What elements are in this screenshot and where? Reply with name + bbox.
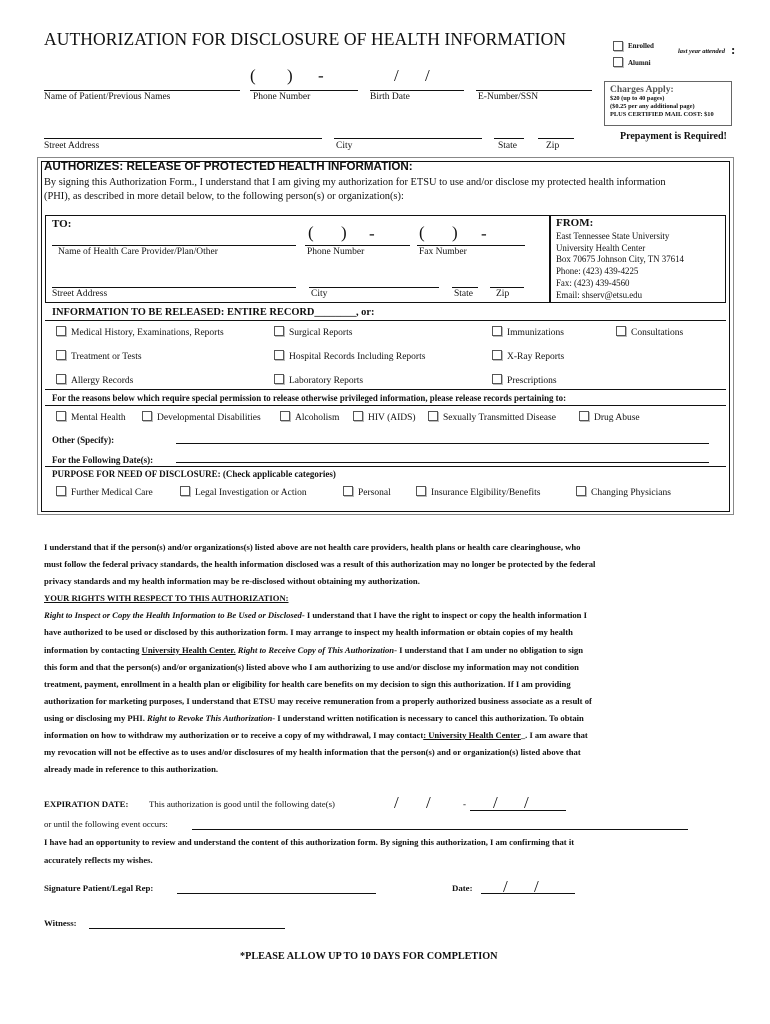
rights-heading: YOUR RIGHTS WITH RESPECT TO THIS AUTHORIZATION: [44, 593, 289, 604]
page-title: AUTHORIZATION FOR DISCLOSURE OF HEALTH INFORMATION [44, 29, 567, 49]
option-surgical-reports[interactable]: Surgical Reports [274, 326, 352, 338]
option-drug-abuse[interactable]: Drug Abuse [579, 411, 640, 423]
street-address-label: Street Address [44, 141, 100, 151]
rights-line-4: this form and that the person(s) and/or organization(s) listed above who I am authorizing to use and/or disclose my information may not condition [44, 661, 579, 672]
option-std[interactable]: Sexually Transmitted Disease [428, 411, 556, 423]
city-label: City [336, 141, 353, 151]
to-phone-label: Phone Number [307, 247, 365, 257]
phone-number-label: Phone Number [253, 92, 311, 102]
birth-date-line[interactable] [370, 90, 464, 91]
charges-line-3: PLUS CERTIFIED MAIL COST: $10 [610, 111, 714, 118]
state-label: State [498, 141, 517, 151]
provider-name-label: Name of Health Care Provider/Plan/Other [58, 247, 218, 257]
to-label: TO: [52, 218, 72, 230]
city-line[interactable] [334, 138, 482, 139]
special-divider-bottom [45, 405, 726, 406]
last-year-attended-label: last year attended [678, 48, 725, 55]
to-city-label: City [311, 289, 328, 299]
option-developmental-disabilities[interactable]: Developmental Disabilities [142, 411, 261, 423]
to-state-label: State [454, 289, 473, 299]
alumni-checkbox[interactable] [613, 57, 623, 67]
enumber-label: E-Number/SSN [478, 92, 539, 102]
signature-line[interactable] [177, 893, 376, 894]
patient-phone-paren-open: ( [250, 66, 256, 85]
witness-label: Witness: [44, 918, 77, 928]
option-immunizations[interactable]: Immunizations [492, 326, 564, 338]
patient-phone-paren-close: ) [287, 66, 293, 85]
signature-label: Signature Patient/Legal Rep: [44, 883, 154, 893]
legal-p1-line2: must follow the federal privacy standards, the health information disclosed was a result of this authorization may no longer be protected by the federal [44, 559, 596, 570]
event-label: or until the following event occurs: [44, 819, 168, 829]
option-xray-reports[interactable]: X-Ray Reports [492, 350, 564, 362]
birth-date-slash-2: / [425, 66, 430, 85]
from-address [556, 231, 684, 301]
completion-notice: *PLEASE ALLOW UP TO 10 DAYS FOR COMPLETION [240, 951, 498, 962]
expiration-slash-1: / [394, 793, 399, 812]
expiration-slash-3: / [493, 793, 498, 812]
rights-line-3: information by contacting University Health Center. Right to Receive Copy of This Authorization- I understand that I am under no obligation to sign [44, 644, 584, 655]
legal-p1-line1: I understand that if the person(s) and/or organizations(s) listed above are not health care providers, health plans or health care clearinghouse, who [44, 542, 581, 552]
to-street-label: Street Address [52, 289, 108, 299]
rights-line-7: using or disclosing my PHI. Right to Revoke This Authorization- I understand written notification is necessary to cancel this authorization. To obtain [44, 712, 584, 723]
purpose-heading: PURPOSE FOR NEED OF DISCLOSURE: (Check applicable categories) [52, 469, 336, 479]
enumber-line[interactable] [476, 90, 592, 91]
patient-phone-dash: - [318, 66, 324, 85]
expiration-text: This authorization is good until the following date(s) [149, 799, 335, 809]
to-fax-line[interactable] [417, 245, 525, 246]
confirm-line-2: accurately reflects my wishes. [44, 855, 153, 865]
signature-date-label: Date: [452, 883, 473, 893]
to-fax-dash: - [481, 224, 487, 243]
option-changing-physicians[interactable]: Changing Physicians [576, 486, 671, 498]
patient-name-label: Name of Patient/Previous Names [44, 92, 171, 102]
birth-date-label: Birth Date [370, 92, 410, 102]
special-heading: For the reasons below which require special permission to release otherwise privileged information, please release records pertaining to: [52, 393, 567, 403]
prepayment-required: Prepayment is Required! [620, 131, 727, 142]
option-consultations[interactable]: Consultations [616, 326, 683, 338]
birth-date-slash-1: / [394, 66, 399, 85]
option-alcoholism[interactable]: Alcoholism [280, 411, 339, 423]
to-zip-line[interactable] [490, 287, 524, 288]
witness-line[interactable] [89, 928, 285, 929]
other-specify-label: Other (Specify): [52, 435, 115, 445]
following-dates-line[interactable] [176, 462, 709, 463]
expiration-label: EXPIRATION DATE: [44, 799, 129, 809]
rights-line-10: already made in reference to this authorization. [44, 764, 219, 775]
to-phone-paren-close: ) [341, 223, 347, 242]
from-line-2: University Health Center [556, 242, 646, 253]
legal-text [44, 539, 704, 778]
to-fax-paren-open: ( [419, 223, 425, 242]
charges-line-1: $20 (up to 40 pages) [610, 95, 665, 102]
option-hiv-aids[interactable]: HIV (AIDS) [353, 411, 416, 423]
expiration-dash: - [463, 799, 466, 809]
to-state-line[interactable] [452, 287, 478, 288]
to-city-line[interactable] [309, 287, 439, 288]
from-line-1: East Tennessee State University [556, 231, 670, 241]
to-phone-dash: - [369, 224, 375, 243]
option-hospital-records[interactable]: Hospital Records Including Reports [274, 350, 425, 362]
enrolled-checkbox[interactable] [613, 41, 623, 51]
to-box [45, 215, 550, 303]
expiration-slash-2: / [426, 793, 431, 812]
patient-phone-line[interactable] [250, 90, 358, 91]
authorizes-text-1: By signing this Authorization Form., I understand that I am giving my authorization for ETSU to use and/or disclose my protected health information [44, 177, 666, 188]
expiration-slash-4: / [524, 793, 529, 812]
option-mental-health[interactable]: Mental Health [56, 411, 126, 423]
zip-line[interactable] [538, 138, 574, 139]
authorizes-text-2: (PHI), as described in more detail below, to the following person(s) or organization(s): [44, 191, 404, 202]
to-phone-line[interactable] [305, 245, 410, 246]
charges-box [604, 81, 732, 126]
release-heading: INFORMATION TO BE RELEASED: ENTIRE RECORD________, or: [52, 307, 375, 318]
to-fax-label: Fax Number [419, 247, 467, 257]
from-line-4: Phone: (423) 439-4225 [556, 266, 639, 277]
zip-label: Zip [546, 141, 560, 151]
last-year-colon: : [731, 42, 736, 57]
state-line[interactable] [494, 138, 524, 139]
other-specify-line[interactable] [176, 443, 709, 444]
option-further-medical-care[interactable]: Further Medical Care [56, 486, 153, 498]
rights-line-9: my revocation will not be effective as to uses and/or disclosures of my health information that the person(s) and or organization(s) listed above that [44, 747, 581, 758]
special-divider-top [45, 389, 726, 390]
signature-date-line[interactable] [481, 893, 575, 894]
option-legal-investigation[interactable]: Legal Investigation or Action [180, 486, 307, 498]
option-insurance-eligibility[interactable]: Insurance Elgibility/Benefits [416, 486, 541, 498]
rights-line-6: authorization for marketing purposes, I understand that ETSU may receive remuneration from a properly authorized business associate as a result of [44, 695, 592, 706]
event-line[interactable] [192, 829, 688, 830]
from-email: Email: shserv@etsu.edu [556, 289, 643, 300]
option-personal[interactable]: Personal [343, 486, 391, 498]
rights-line-8: information on how to withdraw my authorization or to receive a copy of my withdrawal, I may contact: University Health Center_. I am aware that [44, 730, 588, 741]
option-treatment-tests[interactable]: Treatment or Tests [56, 350, 142, 362]
rights-line-2: have authorized to be used or disclosed by this authorization form. I may arrange to inspect my health information or obtain copies of my health [44, 627, 573, 638]
option-laboratory-reports[interactable]: Laboratory Reports [274, 374, 363, 386]
charges-title: Charges Apply: [610, 85, 674, 95]
to-street-line[interactable] [52, 287, 296, 288]
from-label: FROM: [556, 217, 594, 229]
expiration-end-date-line[interactable] [470, 810, 566, 811]
enrolled-label: Enrolled [628, 42, 654, 50]
signature-date-slash-2: / [534, 877, 539, 896]
alumni-label: Alumni [628, 59, 651, 67]
option-allergy-records[interactable]: Allergy Records [56, 374, 133, 386]
confirm-line-1: I have had an opportunity to review and understand the content of this authorization form. By signing this authorization, I am confirming that it [44, 837, 575, 847]
from-line-3: Box 70675 Johnson City, TN 37614 [556, 254, 684, 265]
option-medical-history[interactable]: Medical History, Examinations, Reports [56, 326, 224, 338]
option-prescriptions[interactable]: Prescriptions [492, 374, 557, 386]
provider-name-line[interactable] [52, 245, 296, 246]
to-zip-label: Zip [496, 289, 510, 299]
charges-line-2: ($0.25 per any additional page) [610, 103, 695, 110]
signature-date-slash-1: / [503, 877, 508, 896]
patient-name-line[interactable] [44, 90, 240, 91]
legal-p1-line3: privacy standards and my health information may be re-disclosed without obtaining my authorization. [44, 576, 420, 587]
rights-line-5: treatment, payment, enrollment in a health plan or eligibility for health care benefits on my decision to sign this authorization. If I am providing [44, 678, 571, 689]
following-dates-label: For the Following Date(s): [52, 455, 154, 465]
release-divider [45, 320, 726, 321]
authorizes-heading: AUTHORIZES: RELEASE OF PROTECTED HEALTH INFORMATION: [44, 160, 413, 173]
rights-line-1: Right to Inspect or Copy the Health Information to Be Used or Disclosed- I understand that I have the right to inspect or copy the health information I [44, 610, 587, 621]
from-line-5: Fax: (423) 439-4560 [556, 277, 630, 288]
to-fax-paren-close: ) [452, 223, 458, 242]
street-address-line[interactable] [44, 138, 322, 139]
to-phone-paren-open: ( [308, 223, 314, 242]
purpose-divider [45, 466, 726, 467]
